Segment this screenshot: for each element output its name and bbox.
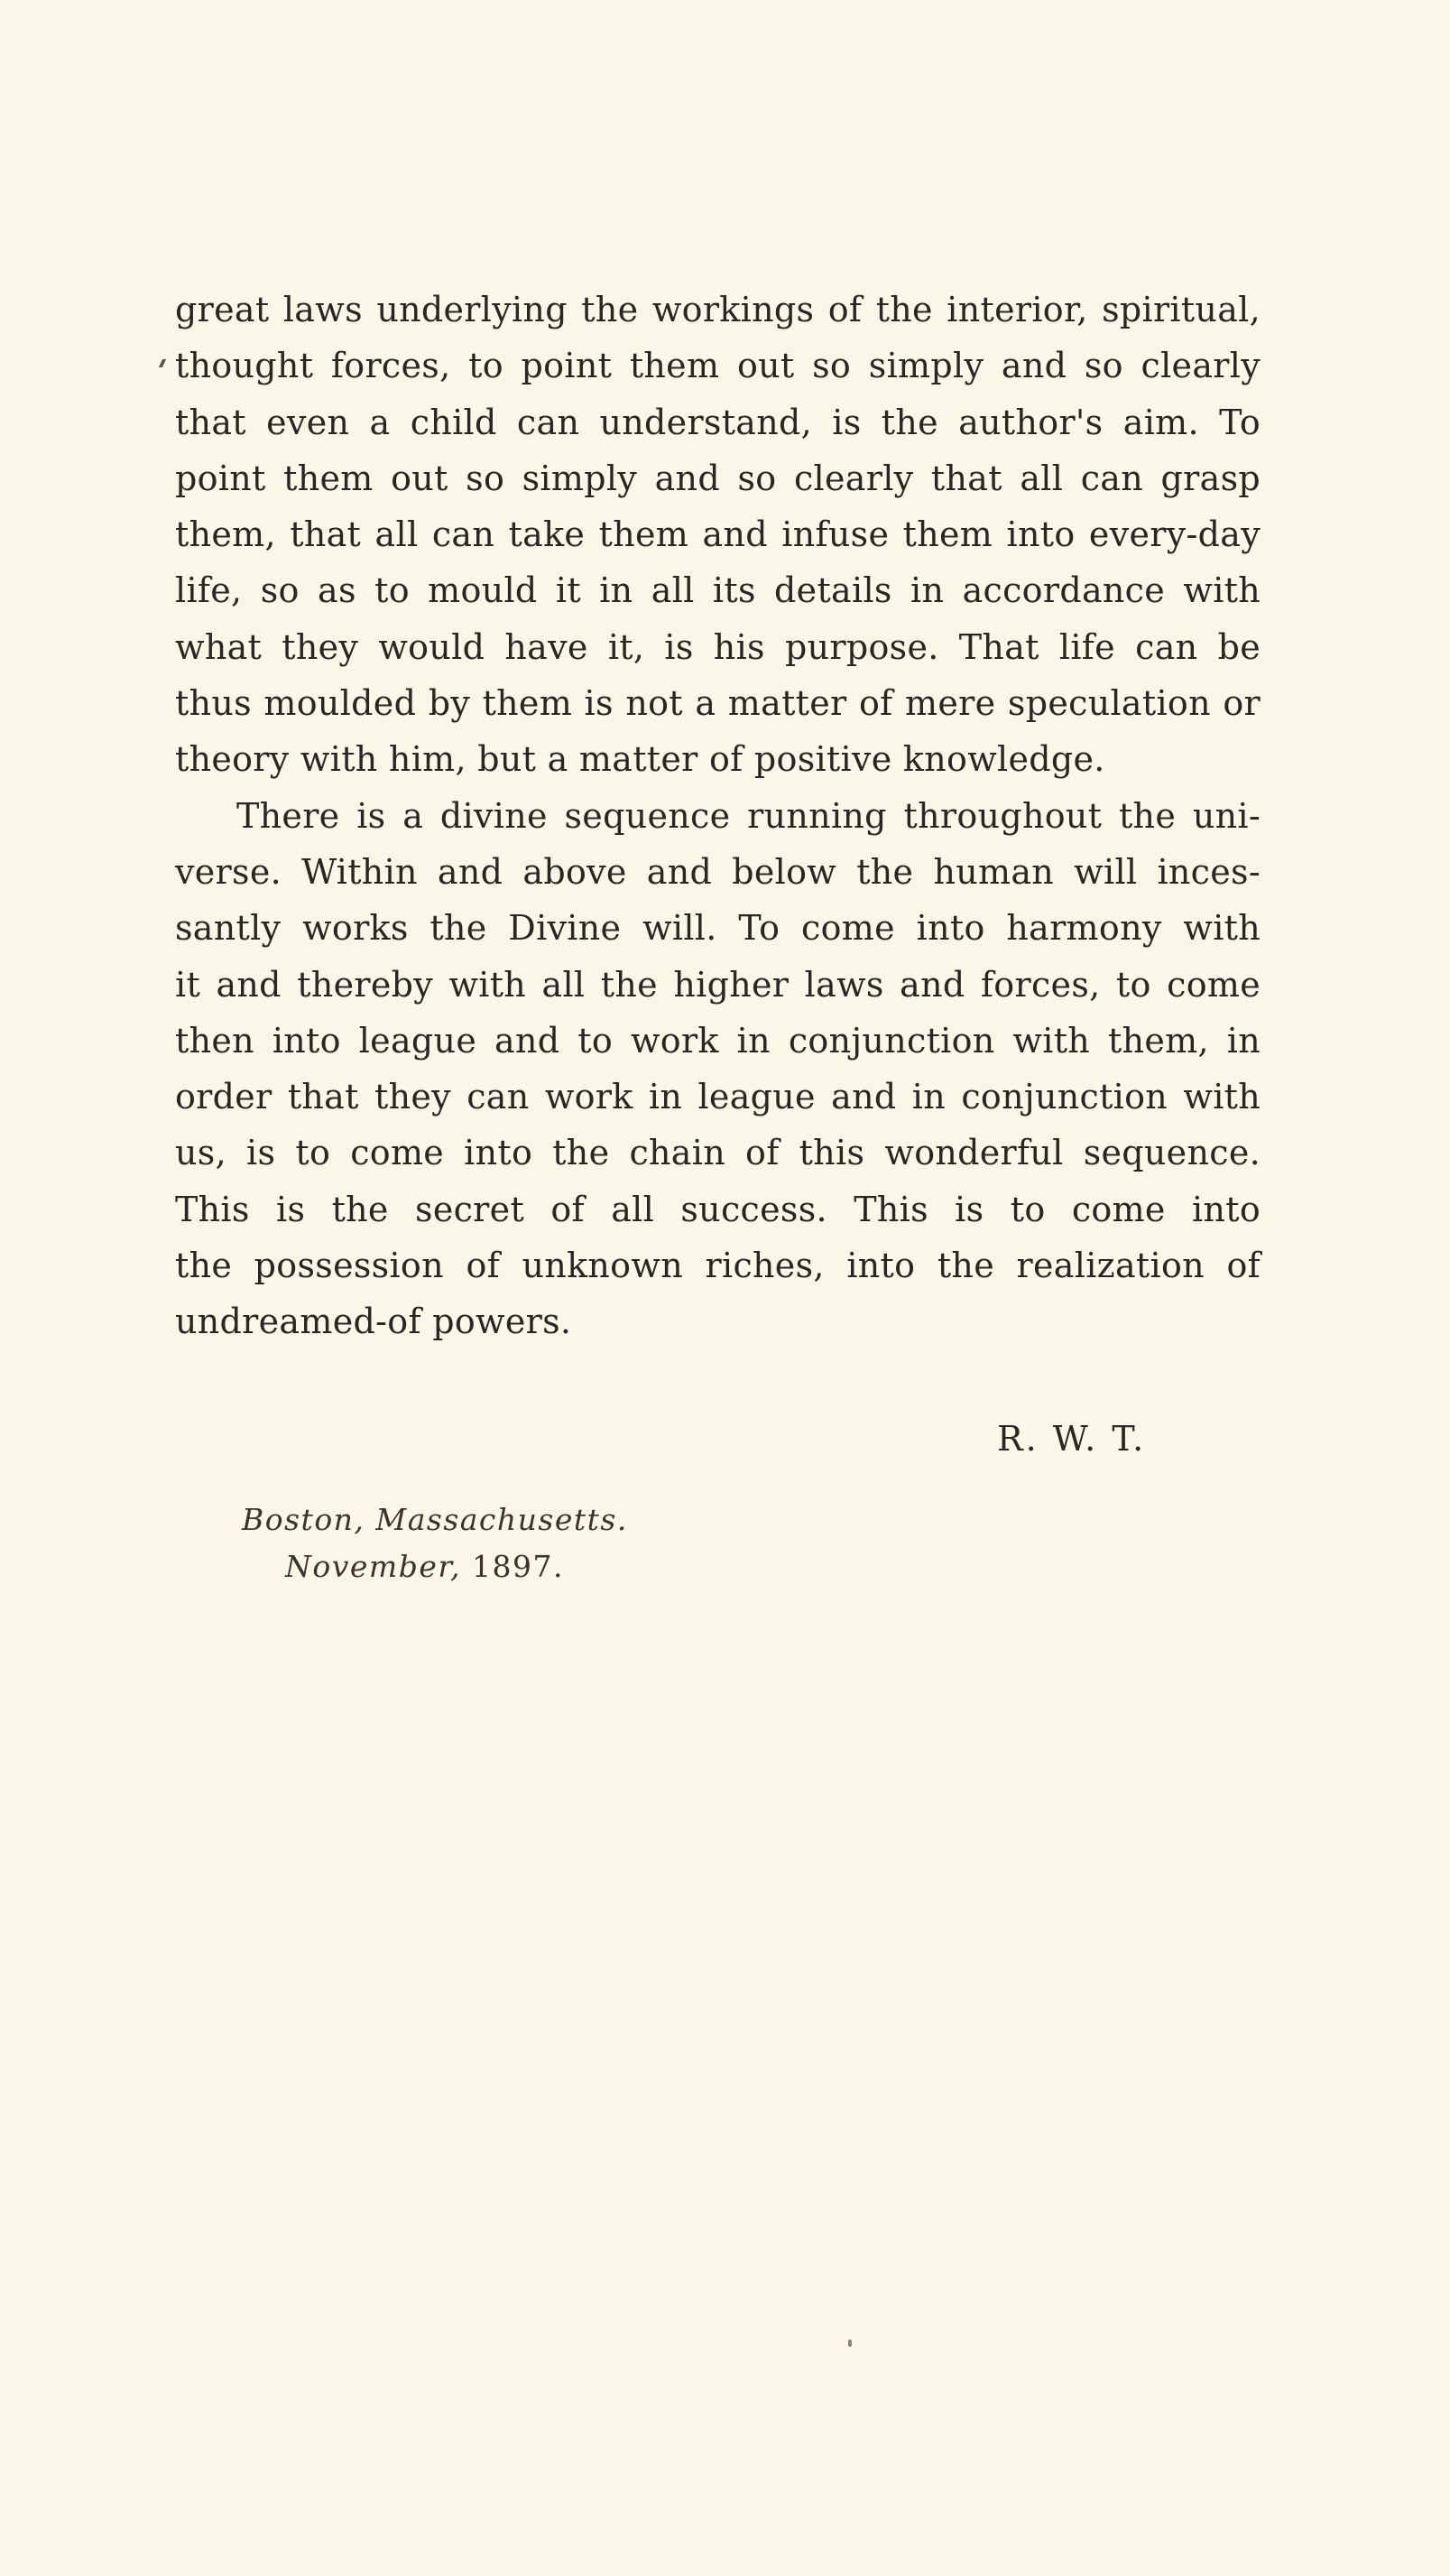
paragraph-1-line: life, so as to mould it in all its details in accordance with <box>175 570 1261 611</box>
paragraph-2-line: This is the secret of all success. This is to come into <box>175 1189 1261 1229</box>
stray-ink-mark <box>159 359 166 367</box>
dateline-date <box>285 1549 564 1584</box>
paragraph-1-line: theory with him, but a matter of positive knowledge. <box>175 739 1105 780</box>
paragraph-2-line: santly works the Divine will. To come into harmony with <box>175 908 1261 949</box>
paragraph-1-line: point them out so simply and so clearly that all can grasp <box>175 458 1261 498</box>
paragraph-2-line: verse. Within and above and below the human will inces- <box>175 851 1261 892</box>
dateline-year: 1897. <box>472 1549 564 1584</box>
paragraph-2-line: undreamed-of powers. <box>175 1302 572 1342</box>
paragraph-1-line: great laws underlying the workings of the interior, spiritual, <box>175 290 1261 329</box>
paragraph-1-line: what they would have it, is his purpose. That life can be <box>175 626 1261 667</box>
author-initials: R. W. T. <box>997 1419 1147 1459</box>
paragraph-1-line: thus moulded by them is not a matter of mere speculation or <box>175 683 1261 724</box>
paragraph-2-line: the possession of unknown riches, into the realization of <box>175 1246 1261 1286</box>
paragraph-1-line <box>175 338 1261 394</box>
paragraph-2-line: it and thereby with all the higher laws and forces, to come <box>175 964 1261 1005</box>
paragraph-1-line: that even a child can understand, is the author's aim. To <box>175 402 1261 442</box>
paragraph-2-line: There is a divine sequence running throughout the uni- <box>236 795 1261 836</box>
paragraph-2-line: order that they can work in league and in conjunction with <box>175 1077 1261 1117</box>
preface-text <box>175 282 1261 1350</box>
paragraph-2-line: then into league and to work in conjunction with them, in <box>175 1020 1261 1061</box>
paragraph-1-line-text: thought forces, to point them out so simply and so clearly <box>175 346 1261 386</box>
paper-speck <box>848 2340 852 2347</box>
paragraph-2-line: us, is to come into the chain of this wonderful sequence. <box>175 1133 1261 1173</box>
dateline-place: Boston, Massachusetts. <box>242 1502 628 1537</box>
paragraph-1-line: them, that all can take them and infuse them into every-day <box>175 514 1261 555</box>
dateline-month: November, <box>285 1549 461 1584</box>
